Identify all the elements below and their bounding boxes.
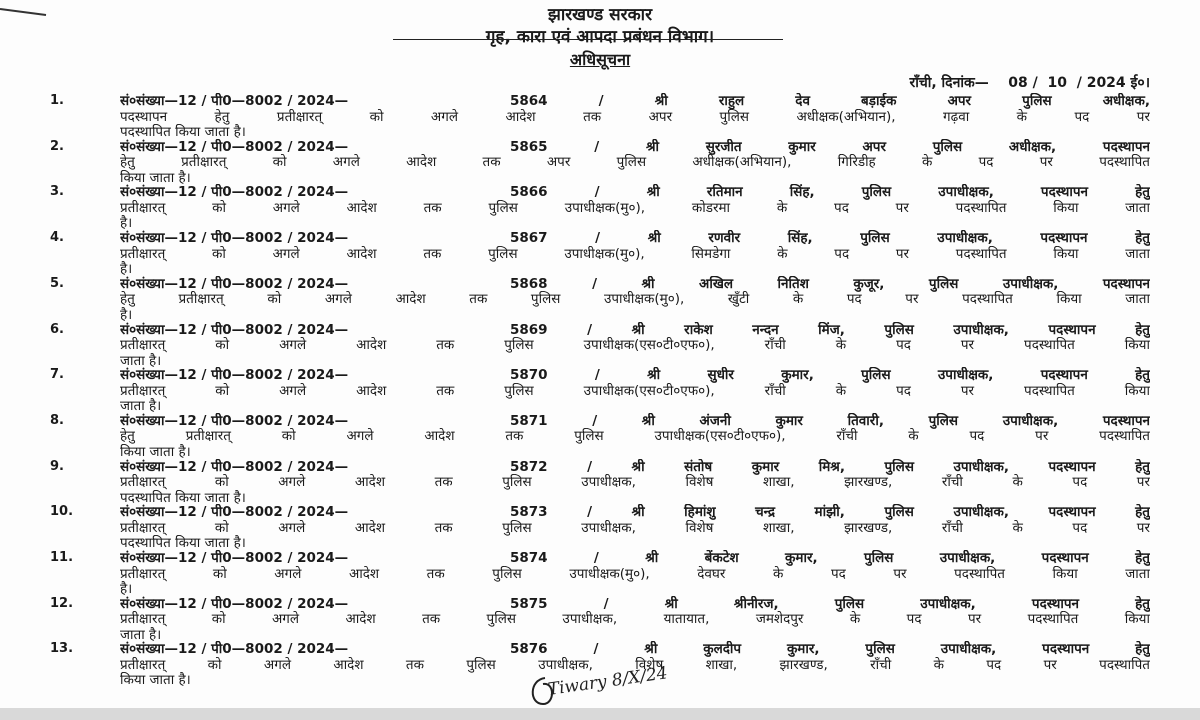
order-heading: 5869 / श्री राकेश नन्दन मिंज, पुलिस उपाधीक्षक, पदस्थापन हेतु (510, 321, 1150, 338)
reference-number: सं०संख्या—12 / पी0—8002 / 2024— (120, 458, 349, 475)
item-closing-line: पदस्थापित किया जाता है। (120, 489, 246, 506)
item-first-line (120, 93, 1150, 109)
department-name: गृह, कारा एवं आपदा प्रबंधन विभाग। (485, 27, 715, 47)
item-number: 3. (50, 184, 64, 200)
item-number: 7. (50, 367, 64, 383)
reference-number: सं०संख्या—12 / पी0—8002 / 2024— (120, 641, 349, 658)
reference-number: सं०संख्या—12 / पी0—8002 / 2024— (120, 504, 349, 521)
item-body-line: हेतु प्रतीक्षारत् को अगले आदेश तक पुलिस उपाधीक्षक(एस०टी०एफ०), राँची के पद पर पदस्थापित (120, 428, 1150, 445)
order-heading: 5876 / श्री कुलदीप कुमार, पुलिस उपाधीक्षक, पदस्थापन हेतु (510, 641, 1150, 658)
item-number: 9. (50, 458, 64, 474)
signature: Tiwary 8/X/24 (546, 663, 669, 700)
item-first-line (120, 550, 1150, 566)
item-closing-line: जाता है। (120, 398, 162, 415)
order-heading: 5871 / श्री अंजनी कुमार तिवारी, पुलिस उपाधीक्षक, पदस्थापन (510, 412, 1150, 429)
item-first-line (120, 367, 1150, 383)
item-first-line (120, 184, 1150, 200)
item-closing-line: है। (120, 261, 133, 278)
item-closing-line: किया जाता है। (120, 443, 191, 460)
item-closing-line: है। (120, 581, 133, 597)
item-number: 13. (50, 641, 74, 657)
notification-title: अधिसूचना (569, 50, 631, 69)
scan-bottom-edge (0, 708, 1200, 720)
order-heading: 5873 / श्री हिमांशु चन्द्र मांझी, पुलिस उपाधीक्षक, पदस्थापन हेतु (510, 504, 1150, 521)
item-number: 12. (50, 595, 74, 611)
item-first-line (120, 413, 1150, 429)
order-heading: 5865 / श्री सुरजीत कुमार अपर पुलिस अधीक्षक, पदस्थापन (510, 138, 1150, 155)
notification-title-wrap (0, 48, 1200, 70)
order-heading: 5868 / श्री अखिल नितिश कुजूर, पुलिस उपाधीक्षक, पदस्थापन (510, 275, 1150, 292)
order-heading: 5867 / श्री रणवीर सिंह, पुलिस उपाधीक्षक, पदस्थापन हेतु (510, 230, 1150, 247)
item-first-line (120, 596, 1150, 612)
item-first-line (120, 276, 1150, 292)
item-number: 10. (50, 504, 74, 520)
item-body-line: प्रतीक्षारत् को अगले आदेश तक पुलिस उपाधीक्षक(मु०), सिमडेगा के पद पर पदस्थापित किया जाता (120, 245, 1150, 262)
item-closing-line: जाता है। (120, 352, 162, 369)
reference-number: सं०संख्या—12 / पी0—8002 / 2024— (120, 595, 349, 612)
item-closing-line: जाता है। (120, 626, 162, 643)
item-body-line: प्रतीक्षारत् को अगले आदेश तक पुलिस उपाधीक्षक(एस०टी०एफ०), राँची के पद पर पदस्थापित किया (120, 382, 1150, 399)
item-number: 5. (50, 275, 64, 291)
item-body-line: हेतु प्रतीक्षारत् को अगले आदेश तक पुलिस उपाधीक्षक(मु०), खुँटी के पद पर पदस्थापित किया जाता (120, 291, 1150, 308)
date-line: राँची, दिनांक— 08 / 10 / 2024 ई०। (909, 75, 1150, 91)
reference-number: सं०संख्या—12 / पी0—8002 / 2024— (120, 275, 349, 292)
reference-number: सं०संख्या—12 / पी0—8002 / 2024— (120, 230, 349, 247)
reference-number: सं०संख्या—12 / पी0—8002 / 2024— (120, 93, 349, 109)
item-body-line: पदस्थापन हेतु प्रतीक्षारत् को अगले आदेश तक अपर पुलिस अधीक्षक(अभियान), गढ़वा के पद पर (120, 108, 1150, 125)
item-number: 6. (50, 321, 64, 337)
item-body-line: प्रतीक्षारत् को अगले आदेश तक पुलिस उपाधीक्षक(मु०), कोडरमा के पद पर पदस्थापित किया जाता (120, 199, 1150, 216)
item-number: 4. (50, 230, 64, 246)
item-body-line: प्रतीक्षारत् को अगले आदेश तक पुलिस उपाधीक्षक, विशेष शाखा, झारखण्ड, राँची के पद पर पदस्थापित (120, 656, 1150, 673)
government-name: झारखण्ड सरकार (547, 5, 653, 25)
reference-number: सं०संख्या—12 / पी0—8002 / 2024— (120, 367, 349, 384)
item-first-line (120, 641, 1150, 657)
reference-number: सं०संख्या—12 / पी0—8002 / 2024— (120, 412, 349, 429)
item-closing-line: है। (120, 306, 133, 323)
item-body-line: प्रतीक्षारत् को अगले आदेश तक पुलिस उपाधीक्षक, विशेष शाखा, झारखण्ड, राँची के पद पर (120, 519, 1150, 536)
item-closing-line: पदस्थापित किया जाता है। (120, 535, 246, 552)
item-number: 8. (50, 412, 64, 428)
item-body-line: प्रतीक्षारत् को अगले आदेश तक पुलिस उपाधीक्षक(एस०टी०एफ०), राँची के पद पर पदस्थापित किया (120, 337, 1150, 353)
item-first-line (120, 230, 1150, 246)
item-closing-line: किया जाता है। (120, 169, 191, 186)
item-number: 11. (50, 550, 74, 565)
item-closing-line: पदस्थापित किया जाता है। (120, 124, 246, 140)
order-heading: 5864 / श्री राहुल देव बड़ाईक अपर पुलिस अधीक्षक, (510, 93, 1150, 109)
order-heading: 5872 / श्री संतोष कुमार मिश्र, पुलिस उपाधीक्षक, पदस्थापन हेतु (510, 458, 1150, 475)
item-number: 1. (50, 93, 64, 108)
order-heading: 5875 / श्री श्रीनीरज, पुलिस उपाधीक्षक, पदस्थापन हेतु (510, 595, 1150, 612)
item-body-line: प्रतीक्षारत् को अगले आदेश तक पुलिस उपाधीक्षक, विशेष शाखा, झारखण्ड, राँची के पद पर (120, 474, 1150, 491)
order-heading: 5874 / श्री बेंकटेश कुमार, पुलिस उपाधीक्षक, पदस्थापन हेतु (510, 550, 1150, 566)
order-heading: 5866 / श्री रतिमान सिंह, पुलिस उपाधीक्षक, पदस्थापन हेतु (510, 184, 1150, 201)
header-divider (393, 39, 783, 40)
reference-number: सं०संख्या—12 / पी0—8002 / 2024— (120, 550, 349, 566)
item-body-line: प्रतीक्षारत् को अगले आदेश तक पुलिस उपाधीक्षक, यातायात, जमशेदपुर के पद पर पदस्थापित किया (120, 611, 1150, 628)
reference-number: सं०संख्या—12 / पी0—8002 / 2024— (120, 321, 349, 338)
item-body-line: हेतु प्रतीक्षारत् को अगले आदेश तक अपर पुलिस अधीक्षक(अभियान), गिरिडीह के पद पर पदस्थापित (120, 154, 1150, 171)
reference-number: सं०संख्या—12 / पी0—8002 / 2024— (120, 184, 349, 201)
item-closing-line: किया जाता है। (120, 672, 191, 689)
item-first-line (120, 459, 1150, 475)
order-heading: 5870 / श्री सुधीर कुमार, पुलिस उपाधीक्षक, पदस्थापन हेतु (510, 367, 1150, 384)
item-body-line: प्रतीक्षारत् को अगले आदेश तक पुलिस उपाधीक्षक(मु०), देवघर के पद पर पदस्थापित किया जाता (120, 565, 1150, 582)
item-first-line (120, 139, 1150, 155)
item-number: 2. (50, 138, 64, 154)
item-first-line (120, 504, 1150, 520)
item-closing-line: है। (120, 215, 133, 232)
item-first-line (120, 322, 1150, 338)
reference-number: सं०संख्या—12 / पी0—8002 / 2024— (120, 138, 349, 155)
